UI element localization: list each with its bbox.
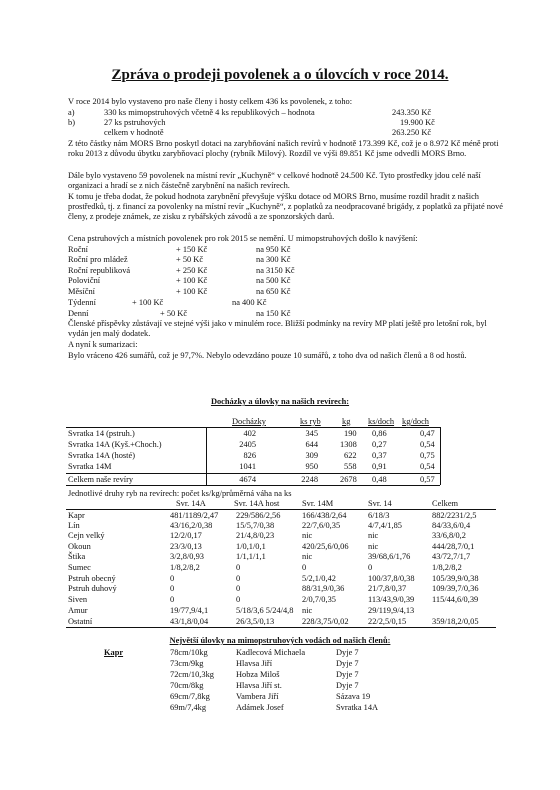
table-rule xyxy=(66,427,440,428)
table-cell: 0,54 xyxy=(420,462,435,471)
table-cell: 6/18/3 xyxy=(368,511,390,520)
table-cell: Svratka 14A (hosté) xyxy=(68,451,135,460)
table-cell: 69m/7,4kg xyxy=(170,703,207,712)
col-header: kg/doch xyxy=(402,417,429,426)
paragraph-returned: Bylo vráceno 426 sumářů, což je 97,7%. Nebylo odevzdáno pouze 10 sumářů, z toho dva od našich členů a 8 od hostů. xyxy=(68,351,467,360)
table-cell: 402 xyxy=(243,429,256,438)
table-total-cell: 4674 xyxy=(239,475,256,484)
table-cell: Svratka 14A xyxy=(336,703,379,712)
table-cell: 0 xyxy=(236,584,241,593)
price-name: Roční pro mládež xyxy=(68,255,128,264)
col-header: kg xyxy=(342,417,351,426)
price-total: na 3150 Kč xyxy=(256,266,295,275)
table-cell: 444/28,7/0,1 xyxy=(432,542,475,551)
table-cell: 113/43,9/0,39 xyxy=(368,595,415,604)
table-cell: 0 xyxy=(170,595,175,604)
table-cell: 359/18,2/0,05 xyxy=(432,617,479,626)
table-cell: 345 xyxy=(305,429,318,438)
table-cell: 228/3,75/0,02 xyxy=(302,617,349,626)
table-cell: 0,54 xyxy=(420,440,435,449)
price-increase: + 100 Kč xyxy=(176,287,208,296)
table-cell: Amur xyxy=(68,606,88,615)
table-cell: 826 xyxy=(243,451,256,460)
table-cell: 33/6,8/0,2 xyxy=(432,531,466,540)
biggest-species: Kapr xyxy=(104,648,124,657)
price-total: na 650 Kč xyxy=(256,287,291,296)
paragraph-kuchyne: Dále bylo vystaveno 59 povolenek na místní revír „Kuchyně“ v celkové hodnotě 24.500 Kč. Tyto prostředky jdou celé naší organizaci a hradí se z nich částečně zarybnění na našich revírech. xyxy=(68,171,481,190)
price-total: na 400 Kč xyxy=(232,298,267,307)
item-c-text: celkem v hodnotě xyxy=(104,128,164,137)
table-cell: 115/44,6/0,39 xyxy=(432,595,479,604)
table-cell: 4/7,4/1,85 xyxy=(368,521,402,530)
species-caption: Jednotlivé druhy ryb na revírech: počet ks/kg/průměrná váha na ks xyxy=(68,489,292,498)
table-rule xyxy=(66,627,496,628)
table-cell: 22/7,6/0,35 xyxy=(302,521,341,530)
table-cell: 70cm/8kg xyxy=(170,681,204,690)
table-cell: Pstruh obecný xyxy=(68,574,116,583)
paragraph-subsidy: Z této částky nám MORS Brno poskytl dotaci na zarybňování našich revírů v hodnotě 173.399 Kč, což je o 8.972 Kč méně proti roku 2013 z důvodu úbytku zarybňovací plochy (rybník Milový). Rozdíl ve výši 89.851 Kč jsme odvedli MORS Brno. xyxy=(68,139,499,158)
table-cell: Svratka 14M xyxy=(68,462,112,471)
table-cell: 43/1,8/0,04 xyxy=(170,617,209,626)
table-total-cell: 2678 xyxy=(340,475,357,484)
price-total: na 950 Kč xyxy=(256,245,291,254)
col-header: Svr. 14 xyxy=(368,499,392,508)
table-cell: 39/68,6/1,76 xyxy=(368,552,411,561)
table-cell: 0,37 xyxy=(372,451,387,460)
report-title: Zpráva o prodeji povolenek a o úlovcích v roce 2014. xyxy=(111,67,449,83)
price-increase: + 50 Kč xyxy=(160,309,188,318)
table-cell: 5/18/3,6 5/24/4,8 xyxy=(236,606,294,615)
table-cell: 23/3/0,13 xyxy=(170,542,202,551)
table-cell: 19/77,9/4,1 xyxy=(170,606,209,615)
price-name: Roční xyxy=(68,245,89,254)
paragraph-prices: Cena pstruhových a místních povolenek pro rok 2015 se nemění. U mimopstruhových došlo k navýšení: xyxy=(68,234,418,243)
table-cell: Hobza Miloš xyxy=(236,670,280,679)
price-total: na 500 Kč xyxy=(256,276,291,285)
table-cell: 1041 xyxy=(239,462,256,471)
table-cell: 1/1,1/1,1 xyxy=(236,552,266,561)
table-cell: Dyje 7 xyxy=(336,670,359,679)
table-cell: 644 xyxy=(305,440,318,449)
table-cell: 0 xyxy=(170,574,175,583)
price-name: Poloviční xyxy=(68,276,101,285)
table-cell: 29/119,9/4,13 xyxy=(368,606,415,615)
table-cell: 0,91 xyxy=(372,462,387,471)
table-cell: 73cm/9kg xyxy=(170,659,204,668)
table-cell: Adámek Josef xyxy=(236,703,284,712)
price-increase: + 50 Kč xyxy=(176,255,204,264)
table-cell: 72cm/10,3kg xyxy=(170,670,214,679)
table-cell: nic xyxy=(302,531,313,540)
table-cell: 420/25,6/0,06 xyxy=(302,542,349,551)
table-cell: 88/31,9/0,36 xyxy=(302,584,345,593)
table-total-cell: 2248 xyxy=(301,475,318,484)
col-header: Svr. 14A host xyxy=(234,499,280,508)
table-cell: 882/2231/2,5 xyxy=(432,511,477,520)
price-total: na 150 Kč xyxy=(256,309,291,318)
table-cell: 166/438/2,64 xyxy=(302,511,347,520)
table-cell: 43/72,7/1,7 xyxy=(432,552,471,561)
table-cell: 69cm/7,8kg xyxy=(170,692,210,701)
intro-line: V roce 2014 bylo vystaveno pro naše členy i hosty celkem 436 ks povolenek, z toho: xyxy=(68,97,353,106)
col-header: Svr. 14M xyxy=(302,499,334,508)
table-cell: 309 xyxy=(305,451,318,460)
table-cell: 190 xyxy=(344,429,357,438)
table-cell: nic xyxy=(302,552,313,561)
table-cell: Siven xyxy=(68,595,88,604)
table-cell: nic xyxy=(368,542,379,551)
table-cell: Svratka 14 (pstruh.) xyxy=(68,429,135,438)
item-c-value: 263.250 Kč xyxy=(392,128,432,137)
table-cell: 21/4,8/0,23 xyxy=(236,531,275,540)
price-increase: + 250 Kč xyxy=(176,266,208,275)
price-name: Roční republiková xyxy=(68,266,131,275)
item-b-label: b) xyxy=(68,118,75,127)
table-cell: 1/8,2/8,2 xyxy=(170,563,200,572)
table-total-cell: Celkem naše revíry xyxy=(68,475,134,484)
col-header: Docházky xyxy=(232,417,266,426)
table-cell: Hlavsa Jiří xyxy=(236,659,273,668)
table-cell: Cejn velký xyxy=(68,531,105,540)
table-cell: 0 xyxy=(302,563,307,572)
table-cell: 3/2,8/0,93 xyxy=(170,552,204,561)
table-rule xyxy=(66,473,440,474)
table-cell: Sumec xyxy=(68,563,91,572)
table-cell: 950 xyxy=(305,462,318,471)
table-cell: 15/5,7/0,38 xyxy=(236,521,275,530)
table-cell: Dyje 7 xyxy=(336,659,359,668)
item-a-text: 330 ks mimopstruhových včetně 4 ks republikových – hodnota xyxy=(104,108,315,117)
table-cell: nic xyxy=(368,531,379,540)
table-cell: 1308 xyxy=(340,440,357,449)
table-cell: 78cm/10kg xyxy=(170,648,208,657)
paragraph-summary-intro: A nyní k sumarizaci: xyxy=(68,340,138,349)
table-cell: Kapr xyxy=(68,511,85,520)
table-cell: 0 xyxy=(236,563,241,572)
price-total: na 300 Kč xyxy=(256,255,291,264)
table-cell: 22/2,5/0,15 xyxy=(368,617,407,626)
table-cell: Svratka 14A (Kyš.+Choch.) xyxy=(68,440,162,449)
item-a-label: a) xyxy=(68,108,75,117)
item-b-text: 27 ks pstruhových xyxy=(104,118,166,127)
table-cell: 2405 xyxy=(239,440,256,449)
price-increase: + 100 Kč xyxy=(132,298,164,307)
table-cell: 481/1189/2,47 xyxy=(170,511,219,520)
table-cell: 0,75 xyxy=(420,451,435,460)
table-cell: 5/2,1/0,42 xyxy=(302,574,336,583)
table-total-cell: 0,57 xyxy=(420,475,435,484)
item-a-value: 243.350 Kč xyxy=(392,108,432,117)
table-cell: Lín xyxy=(68,521,80,530)
table-rule xyxy=(66,509,496,510)
table-cell: 43/16,2/0,38 xyxy=(170,521,213,530)
table-cell: 0 xyxy=(368,563,373,572)
col-header: Celkem xyxy=(432,499,459,508)
table-cell: Okoun xyxy=(68,542,91,551)
table-cell: 12/2/0,17 xyxy=(170,531,202,540)
table-cell: Hlavsa Jiří st. xyxy=(236,681,282,690)
paragraph-financing: K tomu je třeba dodat, že pokud hodnota zarybnění převyšuje výšku dotace od MORS Brno, musíme rozdíl hradit z našich prostředků, tj. z financí za povolenky na místní revír „Kuchyně“, z poplatků za neodpracované brigády, z poplatků za přijaté nové členy, z prodeje známek, ze zisku z rybářských závodů a ze sponzorských darů. xyxy=(68,192,504,221)
price-increase: + 100 Kč xyxy=(176,276,208,285)
table-cell: nic xyxy=(302,606,313,615)
table-cell: 0 xyxy=(170,584,175,593)
col-header: Svr. 14A xyxy=(176,499,206,508)
table-cell: 0,47 xyxy=(420,429,435,438)
paragraph-membership: Členské příspěvky zůstávají ve stejné výši jako v minulém roce. Bližší podmínky na revíry MP platí ještě pro letošní rok, byl vydán jen malý dodatek. xyxy=(68,319,487,338)
table-cell: Kadlecová Michaela xyxy=(236,648,306,657)
table-cell: 109/39,7/0,36 xyxy=(432,584,479,593)
table-cell: 21/7,8/0,37 xyxy=(368,584,407,593)
table-cell: 105/39,9/0,38 xyxy=(432,574,479,583)
table-column-rule xyxy=(440,427,441,485)
price-increase: + 150 Kč xyxy=(176,245,208,254)
table-cell: 1/0,1/0,1 xyxy=(236,542,266,551)
table-cell: 84/33,6/0,4 xyxy=(432,521,471,530)
attendance-heading: Docházky a úlovky na našich revírech: xyxy=(210,397,350,406)
table-cell: 0,27 xyxy=(372,440,387,449)
table-cell: 0 xyxy=(236,574,241,583)
col-header: ks/doch xyxy=(368,417,395,426)
table-total-cell: 0,48 xyxy=(372,475,387,484)
table-cell: Ostatní xyxy=(68,617,93,626)
table-cell: Vambera Jiří xyxy=(236,692,279,701)
table-cell: 0 xyxy=(236,595,241,604)
table-cell: Pstruh duhový xyxy=(68,584,117,593)
table-cell: 2/0,7/0,35 xyxy=(302,595,336,604)
table-cell: 1/8,2/8,2 xyxy=(432,563,462,572)
biggest-heading: Největší úlovky na mimopstruhových vodách od našich členů: xyxy=(169,636,391,645)
table-cell: 26/3,5/0,13 xyxy=(236,617,275,626)
table-column-rule xyxy=(206,427,207,485)
col-header: ks ryb xyxy=(300,417,321,426)
price-name: Měsíční xyxy=(68,287,95,296)
table-cell: 0,86 xyxy=(372,429,387,438)
table-rule xyxy=(66,485,440,486)
table-cell: 558 xyxy=(344,462,357,471)
table-cell: Dyje 7 xyxy=(336,648,359,657)
table-cell: 100/37,8/0,38 xyxy=(368,574,415,583)
table-cell: Štika xyxy=(68,552,86,561)
table-cell: Dyje 7 xyxy=(336,681,359,690)
table-cell: Sázava 19 xyxy=(336,692,371,701)
table-cell: 622 xyxy=(344,451,357,460)
item-b-value: 19.900 Kč xyxy=(400,118,435,127)
table-cell: 229/586/2,56 xyxy=(236,511,281,520)
price-name: Týdenní xyxy=(68,298,96,307)
price-name: Denní xyxy=(68,309,89,318)
